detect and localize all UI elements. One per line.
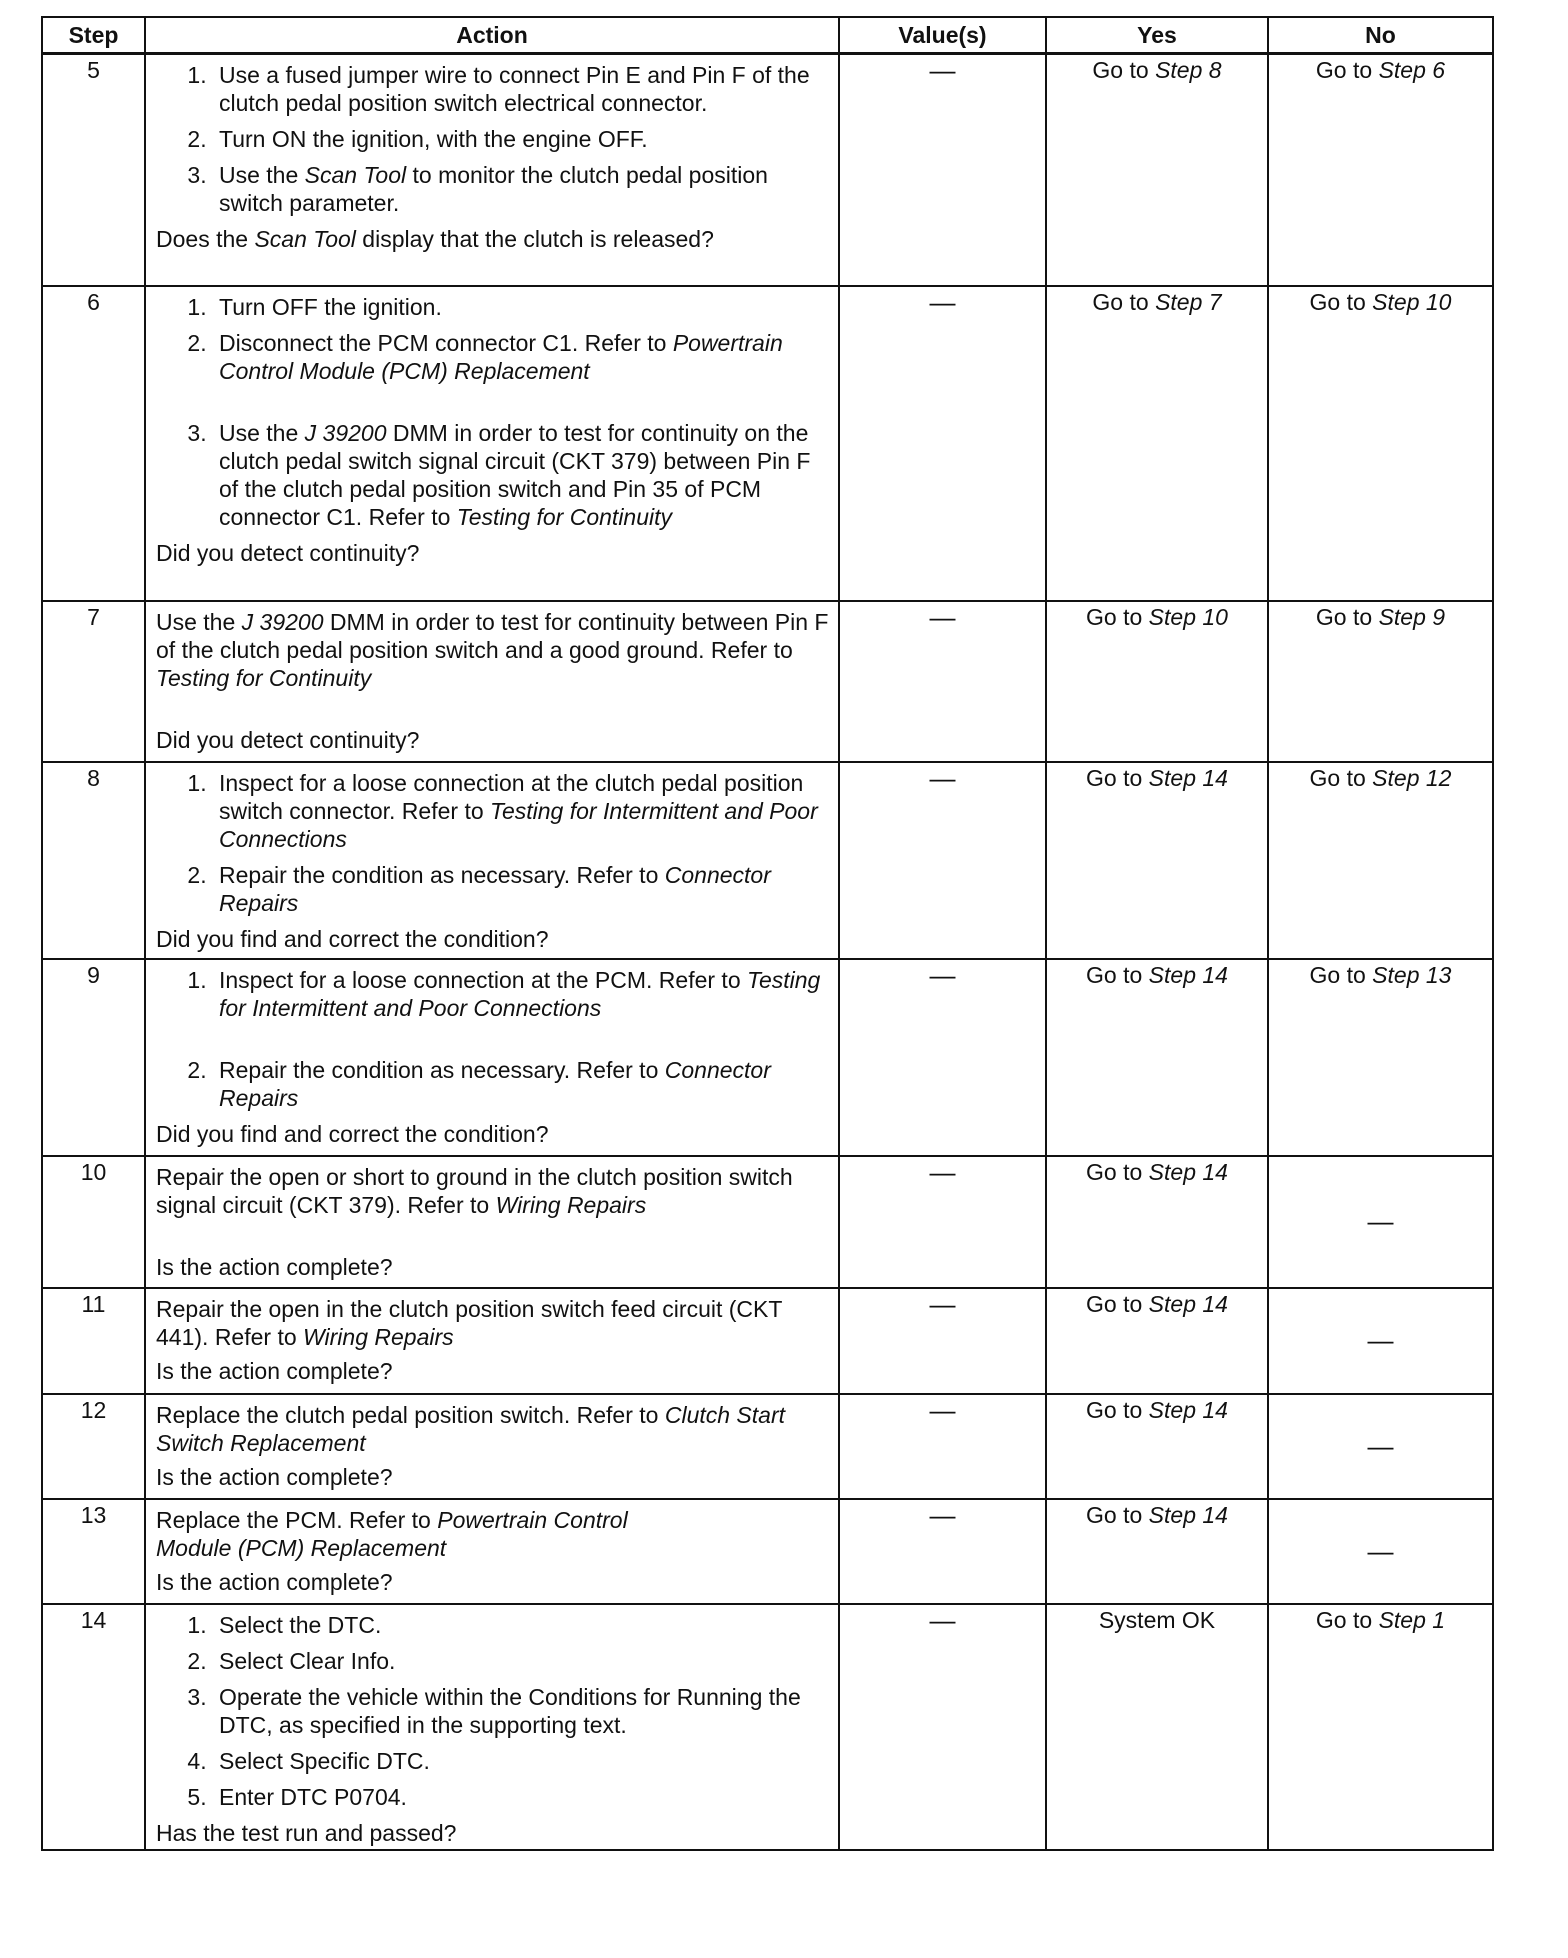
value-cell: — [839, 959, 1046, 1156]
action-step: 4. Select Specific DTC. [213, 1747, 830, 1775]
action-cell [145, 1394, 839, 1499]
header-no: No [1268, 17, 1493, 54]
action-cell [145, 286, 839, 601]
header-step: Step [42, 17, 145, 54]
action-step: 1. Inspect for a loose connection at the clutch pedal position switch connector. Refer to Testing for Intermittent and Poor Connections [213, 769, 830, 853]
action-text: Replace the clutch pedal position switch. Refer to Clutch Start Switch Replacement [156, 1401, 785, 1456]
action-cell [145, 1499, 839, 1604]
action-step: 1. Use a fused jumper wire to connect Pin E and Pin F of the clutch pedal position switch electrical connector. [213, 61, 830, 117]
step-row-12 [42, 1394, 1493, 1499]
header-yes: Yes [1046, 17, 1268, 54]
step-row-7 [42, 601, 1493, 762]
action-step: 3. Use the Scan Tool to monitor the clutch pedal position switch parameter. [213, 161, 830, 217]
step-number: 8 [42, 762, 145, 959]
value-cell: — [839, 54, 1046, 286]
value-cell: — [839, 1499, 1046, 1604]
yes-cell: Go to Step 14 [1046, 1394, 1268, 1499]
step-number: 14 [42, 1604, 145, 1850]
action-question: Did you find and correct the condition? [156, 1120, 549, 1147]
step-number: 6 [42, 286, 145, 601]
step-number: 7 [42, 601, 145, 762]
action-step: 3. Use the J 39200 DMM in order to test for continuity on the clutch pedal switch signal circuit (CKT 379) between Pin F of the clutch pedal position switch and Pin 35 of PCM connector C1. Refer to Testing for Continuity [213, 419, 830, 531]
action-question: Did you detect continuity? [156, 539, 420, 566]
step-row-14 [42, 1604, 1493, 1850]
diagnostic-table [41, 16, 1494, 1851]
action-question: Does the Scan Tool display that the clutch is released? [156, 226, 714, 252]
value-cell: — [839, 1156, 1046, 1288]
action-question: Is the action complete? [156, 1463, 393, 1490]
action-question: Did you detect continuity? [156, 726, 420, 753]
yes-cell: Go to Step 14 [1046, 762, 1268, 959]
yes-cell: Go to Step 10 [1046, 601, 1268, 762]
action-step: 2. Repair the condition as necessary. Refer to Connector Repairs [213, 1056, 830, 1112]
yes-cell: Go to Step 7 [1046, 286, 1268, 601]
action-text: Repair the open in the clutch position switch feed circuit (CKT 441). Refer to Wiring Repairs [156, 1295, 782, 1350]
value-cell: — [839, 1604, 1046, 1850]
step-number: 11 [42, 1288, 145, 1394]
action-text: Repair the open or short to ground in the clutch position switch signal circuit (CKT 379). Refer to Wiring Repairs [156, 1163, 793, 1218]
header-row [42, 17, 1493, 54]
no-cell: Go to Step 10 [1268, 286, 1493, 601]
value-cell: — [839, 1288, 1046, 1394]
no-cell: Go to Step 13 [1268, 959, 1493, 1156]
step-number: 5 [42, 54, 145, 286]
action-question: Is the action complete? [156, 1357, 393, 1384]
value-cell: — [839, 601, 1046, 762]
step-number: 10 [42, 1156, 145, 1288]
no-cell: Go to Step 6 [1268, 54, 1493, 286]
yes-cell: Go to Step 14 [1046, 1499, 1268, 1604]
action-step: 1. Inspect for a loose connection at the PCM. Refer to Testing for Intermittent and Poor Connections [213, 966, 830, 1022]
action-question: Is the action complete? [156, 1253, 393, 1280]
action-cell [145, 54, 839, 286]
step-row-11 [42, 1288, 1493, 1394]
no-cell: Go to Step 12 [1268, 762, 1493, 959]
no-cell: — [1268, 1499, 1493, 1604]
yes-cell: System OK [1046, 1604, 1268, 1850]
no-cell: — [1268, 1394, 1493, 1499]
value-cell: — [839, 286, 1046, 601]
no-cell: Go to Step 9 [1268, 601, 1493, 762]
step-row-9 [42, 959, 1493, 1156]
step-row-5 [42, 54, 1493, 286]
action-step: 5. Enter DTC P0704. [213, 1783, 830, 1811]
action-question: Has the test run and passed? [156, 1819, 457, 1846]
action-step: 2. Turn ON the ignition, with the engine OFF. [213, 125, 830, 153]
action-step: 1. Turn OFF the ignition. [213, 293, 830, 321]
yes-cell: Go to Step 14 [1046, 1156, 1268, 1288]
action-question: Did you find and correct the condition? [156, 925, 549, 952]
header-action: Action [145, 17, 839, 54]
action-steps [156, 769, 830, 917]
value-cell: — [839, 1394, 1046, 1499]
action-cell [145, 1288, 839, 1394]
yes-cell: Go to Step 14 [1046, 959, 1268, 1156]
no-cell: Go to Step 1 [1268, 1604, 1493, 1850]
action-question: Is the action complete? [156, 1568, 393, 1595]
step-row-6 [42, 286, 1493, 601]
action-cell [145, 1156, 839, 1288]
action-step: 2. Repair the condition as necessary. Refer to Connector Repairs [213, 861, 830, 917]
no-cell: — [1268, 1288, 1493, 1394]
header-values: Value(s) [839, 17, 1046, 54]
step-row-13 [42, 1499, 1493, 1604]
value-cell: — [839, 762, 1046, 959]
step-number: 9 [42, 959, 145, 1156]
action-cell [145, 1604, 839, 1850]
step-number: 13 [42, 1499, 145, 1604]
action-steps [156, 966, 830, 1112]
action-steps [156, 1611, 830, 1811]
step-row-10 [42, 1156, 1493, 1288]
no-cell: — [1268, 1156, 1493, 1288]
yes-cell: Go to Step 8 [1046, 54, 1268, 286]
action-step: 3. Operate the vehicle within the Conditions for Running the DTC, as specified in the supporting text. [213, 1683, 830, 1739]
action-step: 2. Disconnect the PCM connector C1. Refer to Powertrain Control Module (PCM) Replacement [213, 329, 830, 385]
action-steps [156, 293, 830, 531]
action-text: Replace the PCM. Refer to Powertrain Control Module (PCM) Replacement [156, 1506, 628, 1561]
action-text: Use the J 39200 DMM in order to test for continuity between Pin F of the clutch pedal position switch and a good ground. Refer to Testing for Continuity [156, 608, 829, 691]
action-steps [156, 61, 830, 217]
yes-cell: Go to Step 14 [1046, 1288, 1268, 1394]
step-number: 12 [42, 1394, 145, 1499]
action-cell [145, 601, 839, 762]
step-row-8 [42, 762, 1493, 959]
action-step: 2. Select Clear Info. [213, 1647, 830, 1675]
action-step: 1. Select the DTC. [213, 1611, 830, 1639]
action-cell [145, 959, 839, 1156]
action-cell [145, 762, 839, 959]
